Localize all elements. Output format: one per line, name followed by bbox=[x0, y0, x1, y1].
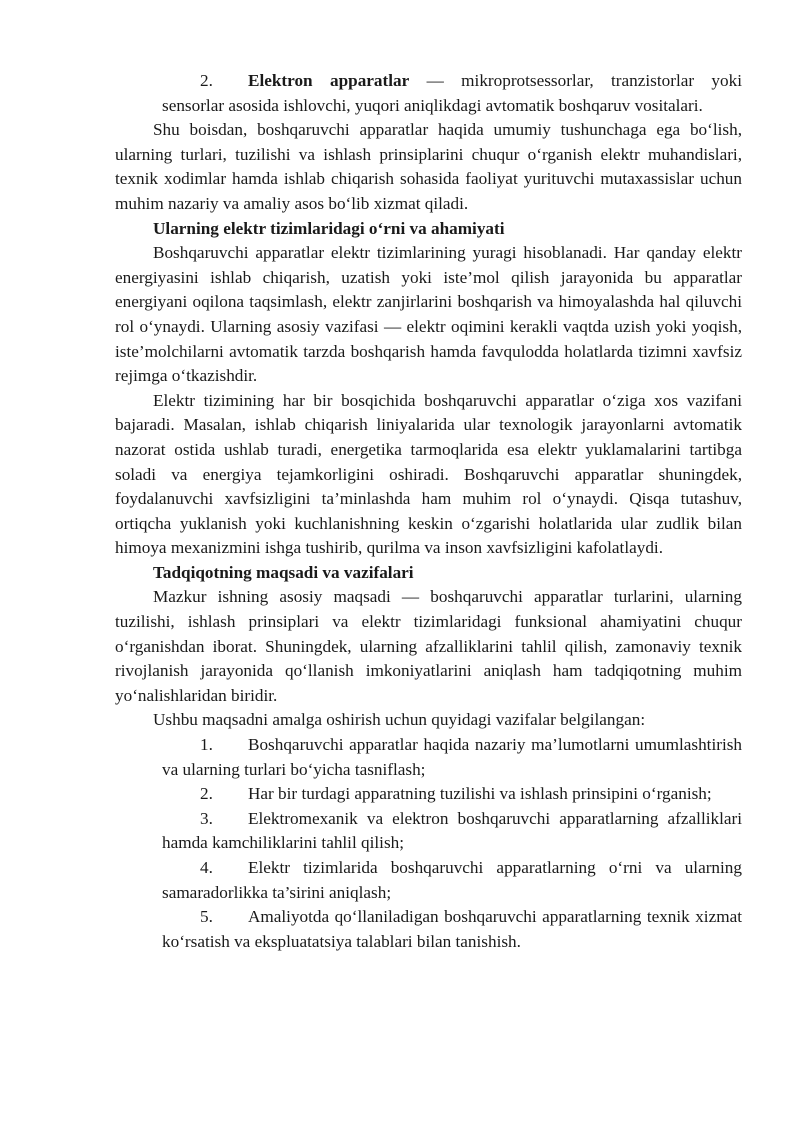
list-item-text: — mikroprotsessorlar, tranzistorlar yoki sensorlar asosida ishlovchi, yuqori aniqlikdagi avtomatik boshqaruv vositalari. bbox=[162, 71, 742, 115]
paragraph-3: Elektr tizimining har bir bosqichida boshqaruvchi apparatlar o‘ziga xos vazifani bajaradi. Masalan, ishlab chiqarish liniyalarida ular texnologik jarayonlarni avtomatik nazorat ostida ushlab turadi, energetika tarmoqlarida esa elektr yuklamalarini tartibga soladi va energiya tejamkorligini oshiradi. Boshqaruvchi apparatlar shuningdek, foydalanuvchi xavfsizligini ta’minlashda ham muhim rol o‘ynaydi. Qisqa tutashuv, ortiqcha yuklanish yoki kuchlanishning keskin o‘zgarishi holatlarida ular zudlik bilan himoya mexanizmini ishga tushirib, qurilma va inson xavfsizligini kafolatlaydi. bbox=[115, 390, 742, 558]
list-number: 1. bbox=[200, 735, 213, 755]
list-number: 2. bbox=[200, 784, 213, 804]
task-text: Elektr tizimlarida boshqaruvchi apparatlarning o‘rni va ularning samaradorlikka ta’sirini aniqlash; bbox=[162, 858, 742, 902]
list-number: 2. bbox=[200, 71, 213, 90]
task-text: Elektromexanik va elektron boshqaruvchi apparatlarning afzalliklari hamda kamchiliklarini tahlil qilish; bbox=[162, 808, 742, 853]
task-item-3 bbox=[162, 807, 742, 856]
task-item-5 bbox=[162, 905, 742, 954]
list-number: 3. bbox=[200, 808, 213, 828]
section-heading-role: Ularning elektr tizimlaridagi o‘rni va ahamiyati bbox=[153, 218, 505, 238]
task-item-1 bbox=[162, 733, 742, 782]
task-text: Boshqaruvchi apparatlar haqida nazariy ma’lumotlarni umumlashtirish va ularning turlari bo‘yicha tasniflash; bbox=[162, 735, 742, 779]
task-text: Har bir turdagi apparatning tuzilishi va ishlash prinsipini o‘rganish; bbox=[248, 784, 712, 804]
paragraph-1: Shu boisdan, boshqaruvchi apparatlar haqida umumiy tushunchaga ega bo‘lish, ularning turlari, tuzilishi va ishlash prinsiplarini chuqur o‘rganish elektr muhandislari, texnik xodimlar hamda ishlab chiqarish sohasida faoliyat yurituvchi mutaxassislar uchun muhim nazariy va amaliy asos bo‘lib xizmat qiladi. bbox=[115, 120, 742, 213]
list-number: 4. bbox=[200, 858, 213, 877]
bold-term: Elektron apparatlar bbox=[248, 71, 410, 90]
section-heading-goals: Tadqiqotning maqsadi va vazifalari bbox=[153, 562, 414, 582]
text-column bbox=[115, 69, 742, 954]
list-number: 5. bbox=[200, 907, 213, 927]
paragraph-5: Ushbu maqsadni amalga oshirish uchun quyidagi vazifalar belgilangan: bbox=[153, 710, 646, 730]
task-text: Amaliyotda qo‘llaniladigan boshqaruvchi apparatlarning texnik xizmat ko‘rsatish va ekspluatatsiya talablari bilan tanishish. bbox=[162, 907, 742, 951]
intro-list-item bbox=[162, 69, 742, 118]
paragraph-2: Boshqaruvchi apparatlar elektr tizimlarining yuragi hisoblanadi. Har qanday elektr energiyasini ishlab chiqarish, uzatish yoki iste’mol qilish jarayonida bu apparatlar energiyani oqilona taqsimlash, elektr zanjirlarini boshqarish va himoyalashda hal qiluvchi rol o‘ynaydi. Ularning asosiy vazifasi — elektr oqimini kerakli vaqtda uzish yoki yoqish, iste’molchilarni avtomatik tarzda boshqarish hamda favqulodda holatlarda tizimni xavfsiz rejimga o‘tkazishdir. bbox=[115, 243, 742, 386]
task-item-4 bbox=[162, 856, 742, 905]
task-item-2 bbox=[162, 782, 742, 807]
paragraph-4: Mazkur ishning asosiy maqsadi — boshqaruvchi apparatlar turlarini, ularning tuzilishi, ishlash prinsiplari va elektr tizimlaridagi funksional ahamiyatini chuqur o‘rganishdan iborat. Shuningdek, ularning afzalliklarini tahlil qilish, zamonaviy texnik rivojlanish jarayonida qo‘llanish imkoniyatlarini aniqlash ham tadqiqotning muhim yo‘nalishlaridan biridir. bbox=[115, 587, 742, 705]
